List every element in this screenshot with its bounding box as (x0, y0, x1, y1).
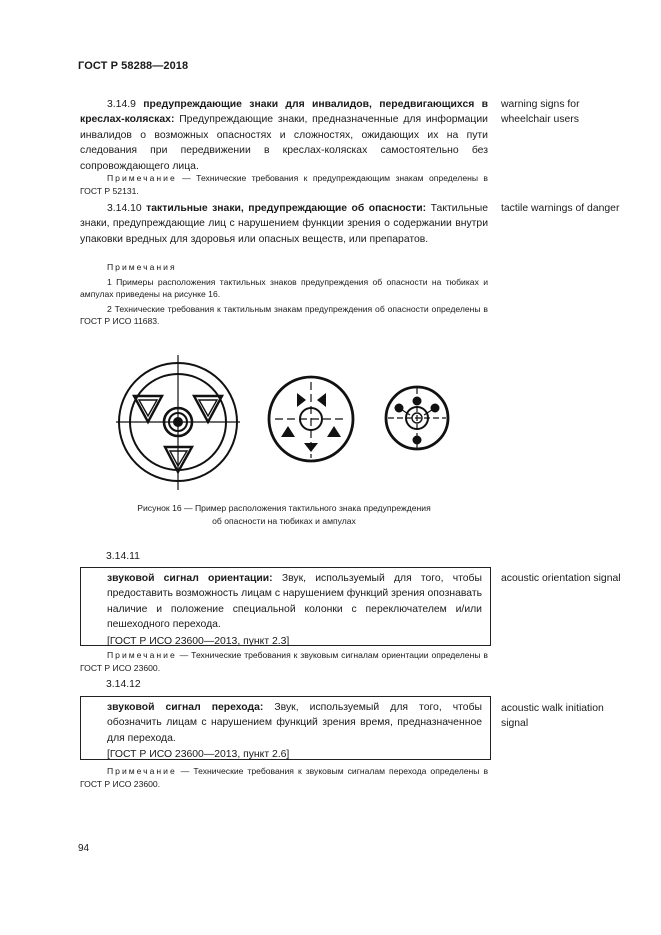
page-number: 94 (78, 843, 90, 854)
notes (80, 261, 488, 328)
note-label: Примечание (107, 650, 177, 660)
definition-box-3-14-12 (80, 696, 491, 760)
caption-line-2: об опасности на тюбиках и ампулах (212, 515, 356, 526)
entry-term: звуковой сигнал перехода: (107, 702, 264, 713)
english-term: warning signs for wheelchair users (501, 99, 580, 125)
note-label: Примечание (107, 173, 177, 183)
definition-box-3-14-11 (80, 567, 491, 646)
entry-definition: Звук, используемый для того, чтобы обозначить лицам с нарушением функций зрения время, предназначенное для перехода. (107, 702, 483, 744)
note-2: 2 Технические требования к тактильным знакам предупреждения об опасности определены в ГОСТ Р ИСО 11683. (80, 303, 488, 327)
entry-number: 3.14.10 (107, 203, 142, 214)
entry-term: звуковой сигнал ориентации: (107, 573, 273, 584)
small-tactile-sign (386, 387, 448, 450)
entry-number-3-14-11: 3.14.11 (106, 551, 140, 562)
document-header: ГОСТ Р 58288—2018 (78, 60, 189, 72)
entry-definition: Тактильные знаки, предупреждающие лиц с нарушением функции зрения о содержании внутри упаковки вредных для здоровья или опасных веществ, или препаратов. (80, 203, 489, 245)
english-term: acoustic orientation signal (501, 573, 621, 584)
english-term: acoustic walk initiation signal (501, 703, 604, 729)
note-text: — Технические требования к звуковым сигналам ориентации определены в ГОСТ Р ИСО 23600. (80, 650, 488, 673)
entry-term: предупреждающие знаки для инвалидов, передвигающихся в креслах-колясках: (80, 99, 488, 126)
note-1: 1 Примеры расположения тактильных знаков предупреждения об опасности на тюбиках и ампулах приведены на рисунке 16. (80, 276, 488, 300)
entry-reference: [ГОСТ Р ИСО 23600—2013, пункт 2.3] (107, 635, 290, 647)
note (80, 765, 488, 790)
entry-number-3-14-12: 3.14.12 (106, 679, 141, 690)
note-label: Примечание (107, 766, 177, 776)
entry-definition: Предупреждающие знаки, предназначенные для информации инвалидов о возможных опасностях и сложностях, ожидающих их на пути следования при передвижении в креслах-колясках самостоятельно без сопровождающего лица. (80, 114, 488, 172)
figure-caption (80, 502, 488, 527)
entry-3-14-10 (80, 201, 488, 247)
entry-number: 3.14.9 (107, 99, 136, 110)
note (80, 172, 488, 197)
caption-line-1: Рисунок 16 — Пример расположения тактильного знака предупреждения (137, 503, 431, 513)
medium-tactile-sign (269, 377, 353, 461)
entry-definition: Звук, используемый для того, чтобы предоставить возможность лицам с нарушением функций зрения опознавать наличие и положение специальной колонки с переключателем и/или пешеходного перехода. (107, 573, 482, 631)
notes-label: Примечания (107, 262, 177, 272)
note (80, 649, 488, 674)
english-term: tactile warnings of danger (501, 203, 620, 214)
entry-3-14-9 (80, 97, 488, 174)
note-text: — Технические требования к предупреждающим знакам определены в ГОСТ Р 52131. (80, 173, 488, 196)
large-tactile-sign (116, 355, 240, 490)
entry-reference: [ГОСТ Р ИСО 23600—2013, пункт 2.6] (107, 749, 290, 761)
note-text: — Технические требования к звуковым сигналам перехода определены в ГОСТ Р ИСО 23600. (80, 766, 489, 789)
entry-term: тактильные знаки, предупреждающие об опасности: (146, 203, 427, 214)
